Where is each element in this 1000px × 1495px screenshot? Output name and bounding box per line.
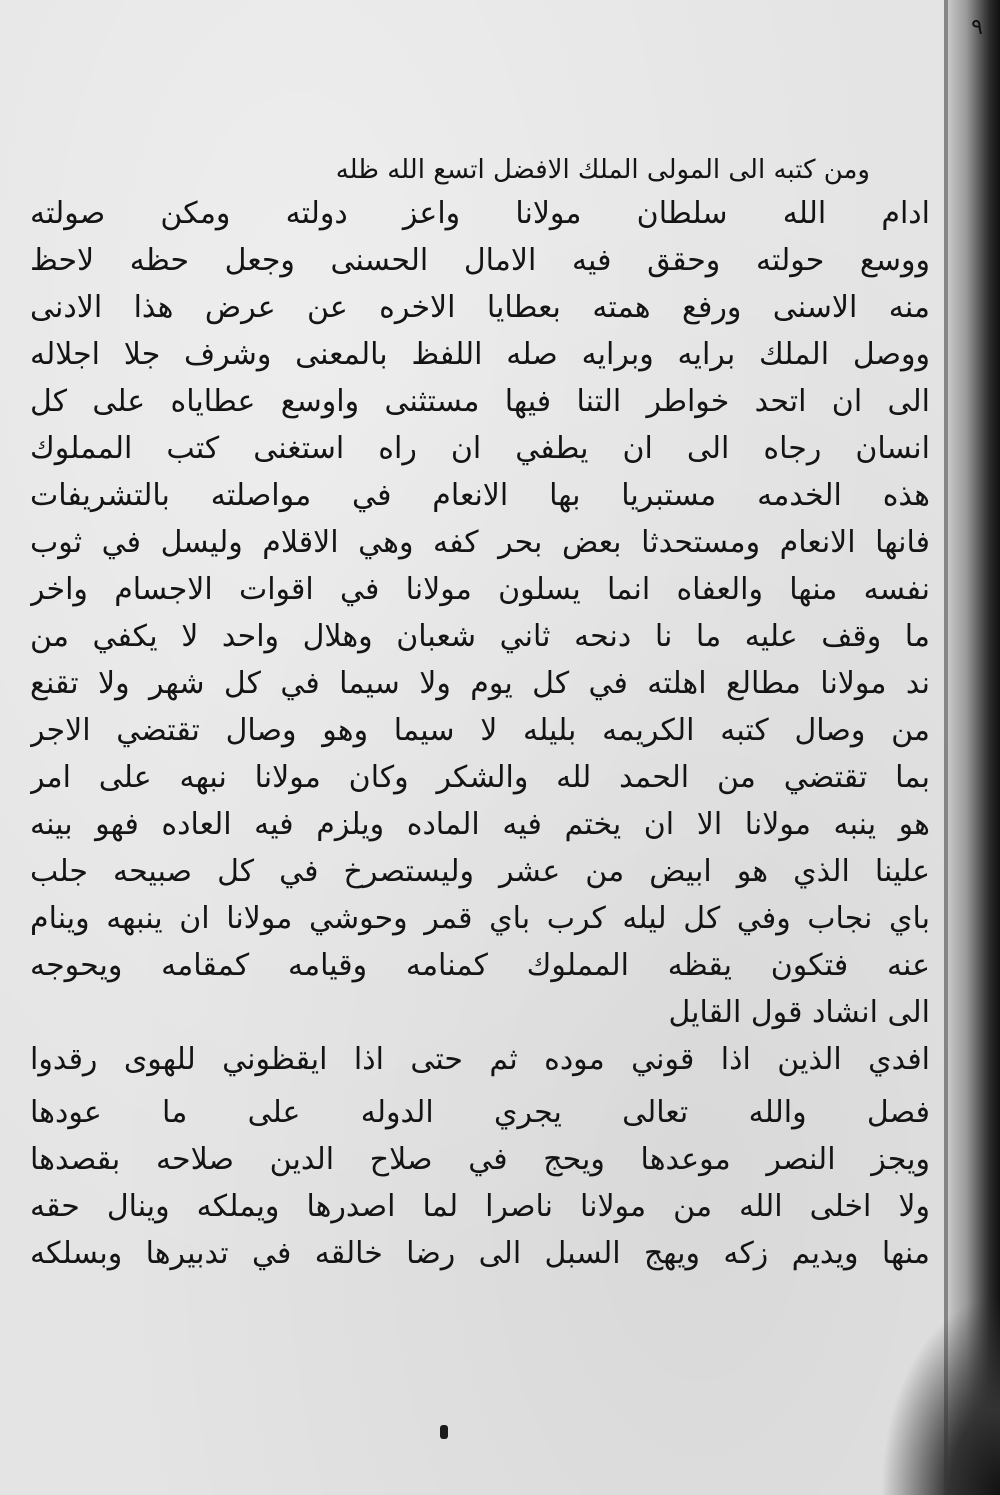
- text-line: بما تقتضي من الحمد لله والشكر وكان مولانا نبهه على امر: [30, 760, 930, 795]
- text-line: ما وقف عليه ما نا دنحه ثاني شعبان وهلال واحد لا يكفي من: [30, 619, 930, 654]
- text-line: فانها الانعام ومستحدثا بعض بحر كفه وهي الاقلام وليسل في ثوب: [30, 525, 930, 560]
- folio-mark: ٩: [971, 15, 983, 40]
- text-line: ووسع حولته وحقق فيه الامال الحسنى وجعل حظه لاحظ: [30, 243, 930, 278]
- text-line: هو ينبه مولانا الا ان يختم فيه الماده ويلزم فيه العاده فهو بينه: [30, 807, 930, 842]
- text-line: ند مولانا مطالع اهلته في كل يوم ولا سيما في كل شهر ولا تقنع: [30, 666, 930, 701]
- closing-line: ولا اخلى الله من مولانا ناصرا لما اصدرها ويملكه وينال حقه: [30, 1189, 930, 1224]
- text-line: منه الاسنى ورفع همته بعطايا الاخره عن عرض هذا الادنى: [30, 290, 930, 325]
- text-line: من وصال كتبه الكريمه بليله لا سيما وهو وصال تقتضي الاجر: [30, 713, 930, 748]
- ink-mark: [440, 1425, 448, 1439]
- manuscript-text-block: [30, 150, 930, 1277]
- text-line: باي نجاب وفي كل ليله كرب باي قمر وحوشي مولانا ان ينبهه وينام: [30, 901, 930, 936]
- text-line: الى انشاد قول القايل: [668, 995, 930, 1030]
- text-line: عنه فتكون يقظه المملوك كمنامه وقيامه كمقامه ويحوجه: [30, 948, 930, 983]
- text-line: نفسه منها والعفاه انما يسلون مولانا في اقوات الاجسام واخر: [30, 572, 930, 607]
- closing-line: منها ويديم زكه ويهج السبل الى رضا خالقه في تدبيرها وبسلكه: [30, 1236, 930, 1271]
- text-line: ووصل الملك برايه وبرايه صله اللفظ بالمعنى وشرف جلا اجلاله: [30, 337, 930, 372]
- page-corner-shadow: [880, 1295, 1000, 1495]
- verse-line: افدي الذين اذا قوني موده ثم حتى اذا ايقظوني للهوى رقدوا: [30, 1042, 930, 1077]
- text-line: انسان رجاه الى ان يطفي ان راه استغنى كتب المملوك: [30, 431, 930, 466]
- book-spine: [948, 0, 1000, 1495]
- letter-heading: ومن كتبه الى المولى الملك الافضل اتسع الله ظله: [335, 155, 870, 185]
- text-line: ادام الله سلطان مولانا واعز دولته ومكن صولته: [30, 196, 930, 231]
- text-line: علينا الذي هو ابيض من عشر وليستصرخ في كل صبيحه جلب: [30, 854, 930, 889]
- closing-line: ويجز النصر موعدها ويحج في صلاح الدين صلاحه بقصدها: [30, 1142, 930, 1177]
- closing-line: فصل والله تعالى يجري الدوله على ما عودها: [30, 1095, 930, 1130]
- text-line: هذه الخدمه مستبريا بها الانعام في مواصلته بالتشريفات: [30, 478, 930, 513]
- text-line: الى ان اتحد خواطر التنا فيها مستثنى واوسع عطاياه على كل: [30, 384, 930, 419]
